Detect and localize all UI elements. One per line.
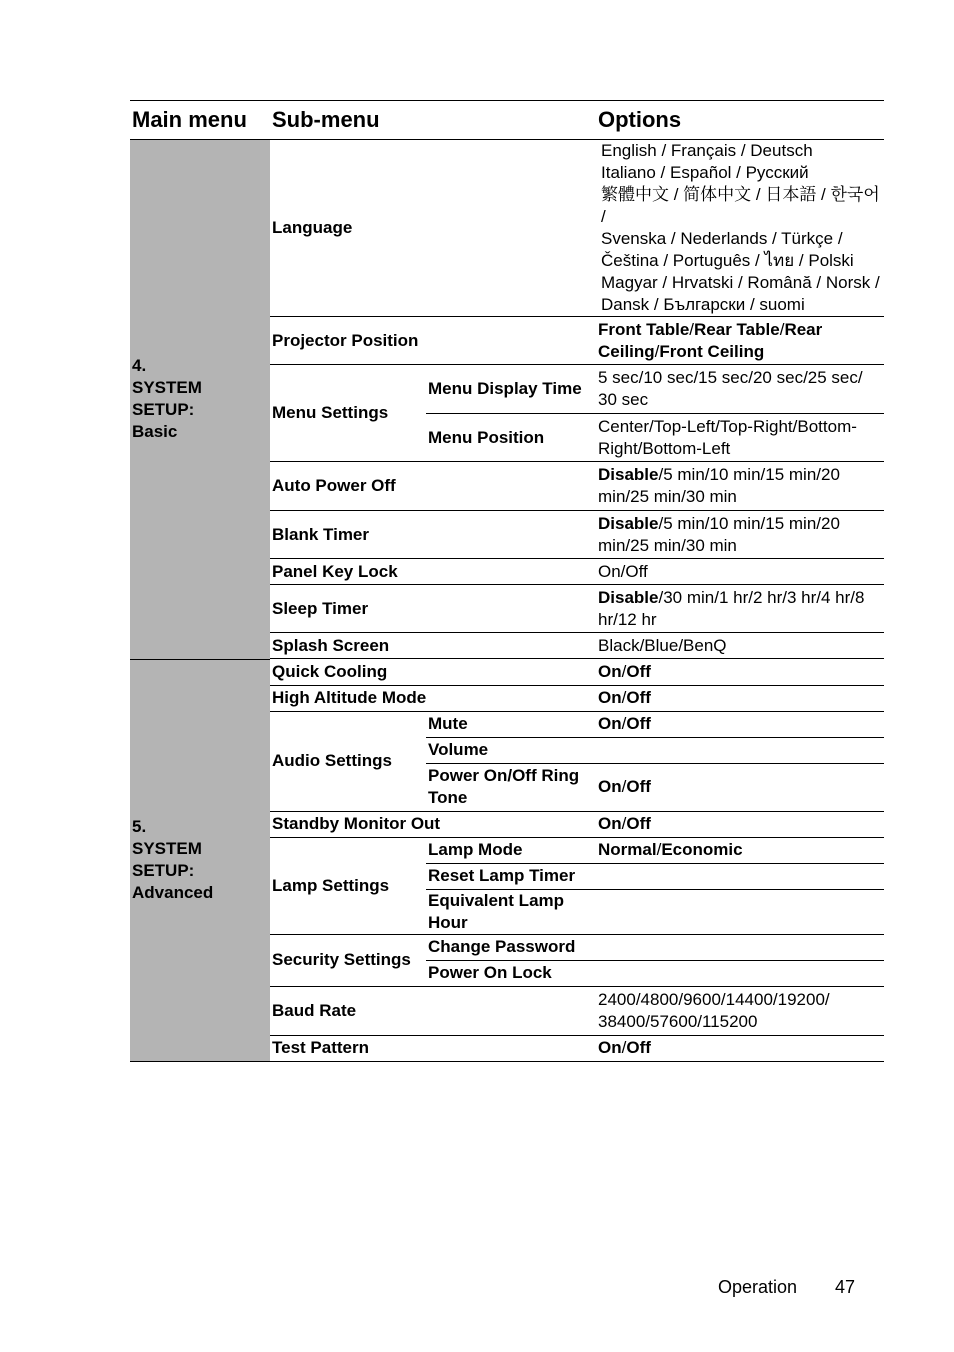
lamp-settings-label: Lamp Settings <box>270 837 426 934</box>
reset-lamp-timer-options <box>596 863 884 889</box>
menu-position-options: Center/Top-Left/Top-Right/Bottom-Right/Bottom-Left <box>596 414 884 462</box>
language-options: English / Français / Deutsch Italiano / Español / Русский 繁體中文 / 简体中文 / 日本語 / 한국어 / Svenska / Nederlands / Türkçe / Čeština / Português / ไทย / Polski Magyar / Hrvatski / Română / Norsk / Dansk / Български / suomi <box>596 140 884 317</box>
menu-table <box>130 100 884 1062</box>
test-pattern-label: Test Pattern <box>270 1035 596 1061</box>
volume-label: Volume <box>426 737 596 763</box>
high-altitude-options: On/Off <box>596 685 884 711</box>
header-sub-menu: Sub-menu <box>270 101 596 140</box>
menu-settings-label: Menu Settings <box>270 365 426 462</box>
panel-key-lock-options: On/Off <box>596 559 884 585</box>
mute-options: On/Off <box>596 711 884 737</box>
table-row <box>130 659 884 685</box>
audio-settings-label: Audio Settings <box>270 711 426 811</box>
test-pattern-options: On/Off <box>596 1035 884 1061</box>
header-main-menu: Main menu <box>130 101 270 140</box>
auto-power-off-label: Auto Power Off <box>270 462 596 511</box>
quick-cooling-label: Quick Cooling <box>270 659 596 685</box>
baud-rate-options: 2400/4800/9600/14400/19200/ 38400/57600/115200 <box>596 986 884 1035</box>
menu-display-time-options: 5 sec/10 sec/15 sec/20 sec/25 sec/ 30 sec <box>596 365 884 414</box>
baud-rate-label: Baud Rate <box>270 986 596 1035</box>
standby-monitor-options: On/Off <box>596 811 884 837</box>
lamp-mode-label: Lamp Mode <box>426 837 596 863</box>
power-on-lock-options <box>596 960 884 986</box>
equivalent-lamp-hour-label: Equivalent Lamp Hour <box>426 889 596 934</box>
blank-timer-label: Blank Timer <box>270 511 596 559</box>
footer-section: Operation <box>718 1277 798 1297</box>
blank-timer-options: Disable/5 min/10 min/15 min/20 min/25 min/30 min <box>596 511 884 559</box>
ring-tone-label: Power On/Off Ring Tone <box>426 763 596 811</box>
mute-label: Mute <box>426 711 596 737</box>
table-row <box>130 140 884 317</box>
power-on-lock-label: Power On Lock <box>426 960 596 986</box>
footer-page-number: 47 <box>835 1277 856 1297</box>
lamp-mode-options: Normal/Economic <box>596 837 884 863</box>
standby-monitor-label: Standby Monitor Out <box>270 811 596 837</box>
panel-key-lock-label: Panel Key Lock <box>270 559 596 585</box>
volume-options <box>596 737 884 763</box>
auto-power-off-options: Disable/5 min/10 min/15 min/20 min/25 min/30 min <box>596 462 884 511</box>
language-label: Language <box>270 140 596 317</box>
sleep-timer-options: Disable/30 min/1 hr/2 hr/3 hr/4 hr/8 hr/12 hr <box>596 585 884 633</box>
reset-lamp-timer-label: Reset Lamp Timer <box>426 863 596 889</box>
quick-cooling-options: On/Off <box>596 659 884 685</box>
security-settings-label: Security Settings <box>270 934 426 986</box>
header-options: Options <box>596 101 884 140</box>
main-menu-basic: 4. SYSTEM SETUP: Basic <box>130 140 270 660</box>
menu-position-label: Menu Position <box>426 414 596 462</box>
sleep-timer-label: Sleep Timer <box>270 585 596 633</box>
splash-screen-label: Splash Screen <box>270 633 596 659</box>
menu-display-time-label: Menu Display Time <box>426 365 596 414</box>
projector-position-options: Front Table/Rear Table/Rear Ceiling/Front Ceiling <box>596 317 884 365</box>
projector-position-label: Projector Position <box>270 317 596 365</box>
main-menu-advanced: 5. SYSTEM SETUP: Advanced <box>130 659 270 1061</box>
high-altitude-label: High Altitude Mode <box>270 685 596 711</box>
change-password-label: Change Password <box>426 934 596 960</box>
change-password-options <box>596 934 884 960</box>
header-row <box>130 101 884 140</box>
ring-tone-options: On/Off <box>596 763 884 811</box>
equivalent-lamp-hour-options <box>596 889 884 934</box>
splash-screen-options: Black/Blue/BenQ <box>596 633 884 659</box>
